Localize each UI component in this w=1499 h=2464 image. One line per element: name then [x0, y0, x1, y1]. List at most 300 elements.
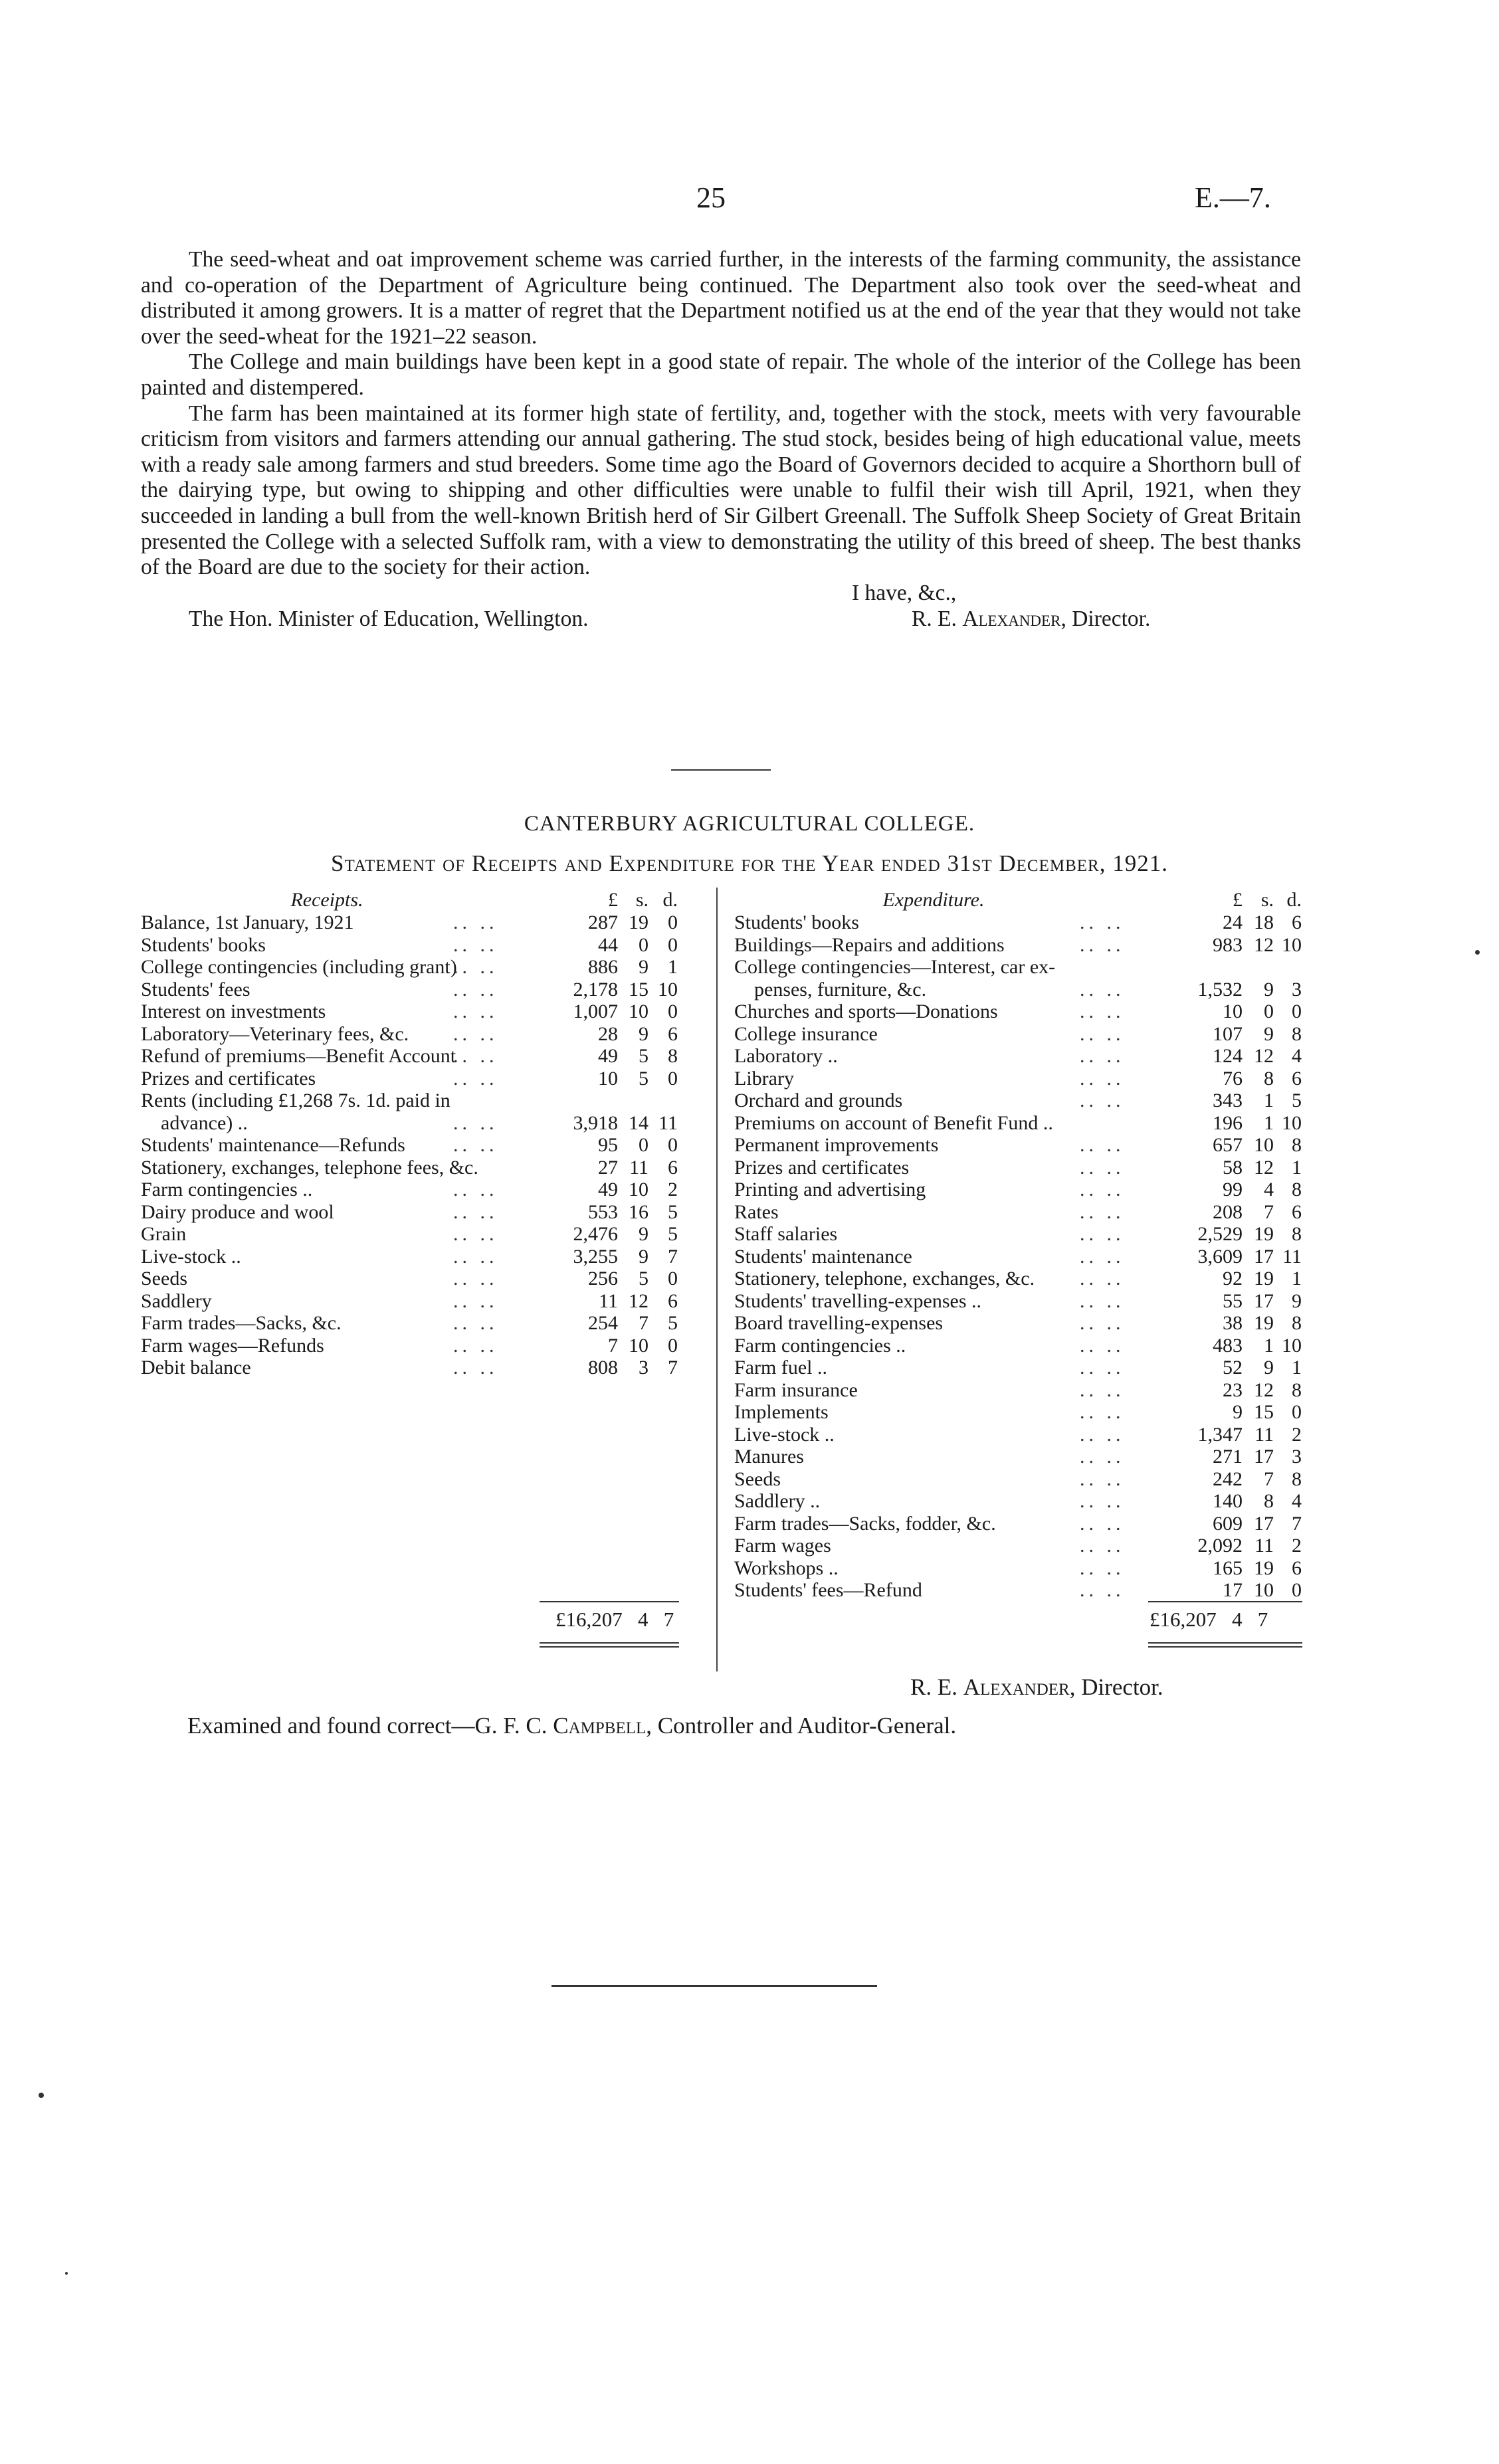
expenditure-row-pounds: 92 [1223, 1268, 1243, 1289]
receipts-row-shillings: 19 [629, 911, 649, 933]
receipts-row-pounds: 10 [598, 1067, 618, 1090]
expenditure-row-pence: 2 [1292, 1423, 1302, 1446]
expenditure-row-pounds: 609 [1213, 1512, 1243, 1535]
auditor-suffix: , Controller and Auditor-General. [646, 1713, 957, 1739]
expenditure-row-pounds: 983 [1213, 933, 1243, 956]
expenditure-row-shillings: 1 [1264, 1090, 1274, 1111]
expenditure-row [734, 1157, 1300, 1179]
expenditure-row-shillings: 17 [1254, 1446, 1274, 1468]
scan-speck [1475, 950, 1480, 955]
expenditure-row-label: Laboratory .. [734, 1045, 838, 1067]
receipts-row-shillings: 5 [639, 1045, 649, 1067]
expenditure-row-shillings: 19 [1254, 1557, 1274, 1579]
expenditure-row [734, 1535, 1300, 1557]
receipts-row-pence: 11 [658, 1111, 678, 1134]
expenditure-row-shillings: 18 [1254, 911, 1274, 933]
receipts-row [141, 1223, 679, 1246]
expenditure-row-pence: 3 [1292, 1446, 1302, 1468]
expenditure-row [734, 1335, 1300, 1357]
receipts-leader-dots: .. .. [453, 1357, 498, 1378]
expenditure-row-label: Saddlery .. [734, 1490, 821, 1512]
expenditure-leader-dots: .. .. [1080, 1490, 1125, 1512]
receipts-row-label: Seeds [141, 1268, 187, 1289]
receipts-col-pence: d. [662, 889, 678, 911]
receipts-leader-dots: .. .. [453, 1312, 498, 1334]
expenditure-row-label: Farm fuel .. [734, 1357, 827, 1378]
receipts-row-pence: 0 [668, 1067, 678, 1090]
receipts-row-label: Grain [141, 1223, 187, 1245]
receipts-row [141, 1179, 679, 1201]
receipts-row-label: Farm trades—Sacks, &c. [141, 1312, 342, 1334]
expenditure-row-shillings: 7 [1264, 1468, 1274, 1490]
receipts-leader-dots: .. .. [453, 956, 498, 978]
receipts-row-pounds: 49 [598, 1179, 618, 1200]
addressee: The Hon. Minister of Education, Wellington. [189, 606, 589, 631]
receipts-ledger [141, 889, 679, 1686]
receipts-row-label: Farm wages—Refunds [141, 1334, 324, 1357]
receipts-row-pounds: 28 [598, 1022, 618, 1045]
expenditure-leader-dots: .. .. [1080, 1446, 1125, 1468]
expenditure-row-pounds: 2,092 [1197, 1535, 1243, 1557]
expenditure-row-pounds: 99 [1223, 1179, 1243, 1200]
expenditure-row-label: Students' books [734, 911, 859, 933]
ledger-divider [716, 888, 718, 1671]
expenditure-row-pounds: 23 [1223, 1378, 1243, 1401]
signature [912, 607, 1150, 632]
receipts-row-shillings: 16 [629, 1200, 649, 1223]
expenditure-sum-line [1148, 1601, 1302, 1602]
expenditure-leader-dots: .. .. [1080, 1334, 1125, 1357]
expenditure-row-pence: 6 [1292, 1557, 1302, 1579]
receipts-leader-dots: .. .. [453, 1334, 498, 1357]
expenditure-leader-dots: .. .. [1080, 933, 1125, 956]
expenditure-row-pounds: 24 [1223, 911, 1243, 933]
expenditure-row [734, 1579, 1300, 1602]
expenditure-row-label: Students' maintenance [734, 1245, 912, 1268]
receipts-row-shillings: 10 [629, 1334, 649, 1357]
expenditure-row-label: College contingencies—Interest, car ex- [734, 956, 1056, 978]
auditor-certification [187, 1713, 956, 1739]
receipts-row-pounds: 2,178 [573, 978, 618, 1000]
receipts-row-pence: 10 [658, 978, 678, 1000]
expenditure-leader-dots: .. .. [1080, 1423, 1125, 1446]
expenditure-row-pounds: 10 [1223, 1000, 1243, 1022]
expenditure-row-label: Churches and sports—Donations [734, 1000, 998, 1022]
receipts-col-shillings: s. [635, 889, 649, 911]
receipts-leader-dots: .. .. [453, 1223, 498, 1245]
expenditure-leader-dots: .. .. [1080, 1000, 1125, 1022]
receipts-row-label: Students' fees [141, 978, 250, 1000]
expenditure-leader-dots: .. .. [1080, 1245, 1125, 1268]
expenditure-row [734, 1000, 1300, 1023]
expenditure-row-pence: 0 [1292, 1579, 1302, 1601]
receipts-row-pence: 6 [668, 1156, 678, 1179]
expenditure-row [734, 1023, 1300, 1046]
expenditure-leader-dots: .. .. [1080, 1200, 1125, 1223]
receipts-row-shillings: 0 [639, 1134, 649, 1156]
expenditure-row-label: Orchard and grounds [734, 1090, 903, 1111]
receipts-row-pounds: 95 [598, 1134, 618, 1156]
receipts-row-pence: 0 [668, 1334, 678, 1357]
receipts-row-pence: 5 [668, 1200, 678, 1223]
expenditure-row [734, 911, 1300, 934]
expenditure-col-pounds: £ [1233, 889, 1243, 911]
receipts-leader-dots: .. .. [453, 1268, 498, 1289]
receipts-row-pence: 6 [668, 1022, 678, 1045]
receipts-row-label: Refund of premiums—Benefit Account [141, 1045, 456, 1067]
expenditure-row [734, 1446, 1300, 1468]
paragraph-seed-wheat: The seed-wheat and oat improvement scheme was carried further, in the interests of the farming community, the assistance and co-operation of the Department of Agriculture being continued. The Department also took over the seed-wheat and distributed it among growers. It is a matter of regret that the Department notified us at the end of the year that they would not take over the seed-wheat for the 1921–22 season. [141, 247, 1301, 349]
expenditure-row-pounds: 483 [1213, 1334, 1243, 1357]
expenditure-row-label: Board travelling-expenses [734, 1312, 944, 1334]
expenditure-row-shillings: 7 [1264, 1200, 1274, 1223]
expenditure-row-pence: 1 [1292, 1268, 1302, 1289]
expenditure-row-label: Rates [734, 1200, 779, 1223]
receipts-row [141, 1045, 679, 1068]
expenditure-row [734, 1045, 1300, 1068]
expenditure-row-shillings: 11 [1254, 1423, 1274, 1446]
expenditure-total-pence: 7 [1257, 1608, 1268, 1631]
receipts-row-label: Dairy produce and wool [141, 1200, 334, 1223]
receipts-row-label: Stationery, exchanges, telephone fees, &c. [141, 1156, 478, 1179]
expenditure-row-pounds: 3,609 [1197, 1245, 1243, 1268]
expenditure-row-label: Premiums on account of Benefit Fund .. [734, 1111, 1053, 1134]
expenditure-row-pence: 0 [1292, 1401, 1302, 1423]
receipts-row-shillings: 14 [629, 1111, 649, 1134]
expenditure-row-label: Farm contingencies .. [734, 1334, 906, 1357]
expenditure-row-pence: 10 [1282, 1334, 1302, 1357]
expenditure-row-label: Implements [734, 1401, 829, 1423]
receipts-row-label: Balance, 1st January, 1921 [141, 911, 354, 933]
receipts-row-pounds: 808 [588, 1357, 618, 1378]
receipts-row-label: Live-stock .. [141, 1245, 241, 1268]
receipts-col-pounds: £ [608, 889, 618, 911]
receipts-row [141, 1357, 679, 1379]
receipts-row-shillings: 15 [629, 978, 649, 1000]
receipts-leader-dots: .. .. [453, 1067, 498, 1090]
expenditure-row-label: Seeds [734, 1468, 781, 1490]
expenditure-row-pence: 6 [1292, 1067, 1302, 1090]
receipts-row-shillings: 9 [639, 1223, 649, 1245]
receipts-row-shillings: 7 [639, 1312, 649, 1334]
expenditure-row-pounds: 208 [1213, 1200, 1243, 1223]
receipts-row-pence: 7 [668, 1357, 678, 1378]
expenditure-leader-dots: .. .. [1080, 1378, 1125, 1401]
expenditure-row-label: penses, furniture, &c. [734, 978, 927, 1000]
receipts-row-shillings: 5 [639, 1067, 649, 1090]
receipts-row-pence: 7 [668, 1245, 678, 1268]
receipts-row-label: Saddlery [141, 1289, 212, 1312]
receipts-row-pounds: 3,918 [573, 1111, 618, 1134]
expenditure-leader-dots: .. .. [1080, 1357, 1125, 1378]
expenditure-row [734, 1401, 1300, 1424]
receipts-row-pence: 0 [668, 933, 678, 956]
expenditure-row-shillings: 10 [1254, 1134, 1274, 1156]
expenditure-row-label: Stationery, telephone, exchanges, &c. [734, 1268, 1035, 1289]
receipts-row [141, 1000, 679, 1023]
receipts-row-pence: 1 [668, 956, 678, 978]
receipts-header [141, 889, 679, 911]
receipts-row-label: Laboratory—Veterinary fees, &c. [141, 1022, 409, 1045]
receipts-row-pounds: 49 [598, 1045, 618, 1067]
expenditure-col-pence: d. [1286, 889, 1302, 911]
signoff [141, 581, 1301, 632]
expenditure-row [734, 1312, 1300, 1335]
expenditure-row-label: Workshops .. [734, 1557, 839, 1579]
expenditure-row-pence: 6 [1292, 911, 1302, 933]
expenditure-row [734, 1090, 1300, 1112]
expenditure-row-label: Permanent improvements [734, 1134, 939, 1156]
expenditure-row-pounds: 76 [1223, 1067, 1243, 1090]
expenditure-leader-dots: .. .. [1080, 1468, 1125, 1490]
receipts-row-shillings: 9 [639, 1022, 649, 1045]
receipts-row-pence: 5 [668, 1223, 678, 1245]
expenditure-row-pence: 8 [1292, 1378, 1302, 1401]
receipts-heading: Receipts. [290, 889, 363, 911]
expenditure-row-label: Manures [734, 1446, 804, 1468]
expenditure-leader-dots: .. .. [1080, 978, 1125, 1000]
expenditure-row-label: Students' fees—Refund [734, 1579, 922, 1601]
paragraph-buildings: The College and main buildings have been kept in a good state of repair. The whole of the interior of the College has been painted and distempered. [141, 349, 1301, 400]
receipts-row-shillings: 9 [639, 1245, 649, 1268]
expenditure-row [734, 956, 1300, 979]
expenditure-total-pounds: £16,207 [1149, 1608, 1217, 1631]
expenditure-row-shillings: 19 [1254, 1268, 1274, 1289]
expenditure-row [734, 934, 1300, 957]
expenditure-leader-dots: .. .. [1080, 1090, 1125, 1111]
expenditure-row-pence: 7 [1292, 1512, 1302, 1535]
receipts-double-rule [540, 1642, 679, 1648]
expenditure-row [734, 1268, 1300, 1290]
expenditure-row-pence: 5 [1292, 1090, 1302, 1111]
expenditure-row-label: Students' travelling-expenses .. [734, 1289, 981, 1312]
expenditure-row-label: Staff salaries [734, 1223, 838, 1245]
expenditure-leader-dots: .. .. [1080, 1512, 1125, 1535]
paragraph-farm: The farm has been maintained at its former high state of fertility, and, together with the stock, meets with very favourable criticism from visitors and farmers attending our annual gathering. The stud stock, besides being of high educational value, meets with a ready sale among farmers and stud breeders. Some time ago the Board of Governors decided to acquire a Shorthorn bull of the dairying type, but owing to shipping and other difficulties were unable to fulfil their wish till April, 1921, when they succeeded in landing a bull from the well-known British herd of Sir Gilbert Greenall. The Suffolk Sheep Society of Great Britain presented the College with a selected Suffolk ram, with a view to demonstrating the utility of this breed of sheep. The best thanks of the Board are due to the society for their action. [141, 401, 1301, 580]
expenditure-row-shillings: 12 [1254, 1156, 1274, 1179]
receipts-total-pounds: £16,207 [555, 1608, 623, 1631]
receipts-row [141, 956, 679, 979]
expenditure-row-pence: 2 [1292, 1535, 1302, 1557]
expenditure-row-shillings: 19 [1254, 1223, 1274, 1245]
expenditure-row-shillings: 1 [1264, 1111, 1274, 1134]
expenditure-row-label: Library [734, 1067, 794, 1090]
expenditure-row-shillings: 9 [1264, 1022, 1274, 1045]
receipts-row-shillings: 12 [629, 1289, 649, 1312]
expenditure-row [734, 1179, 1300, 1201]
expenditure-row-shillings: 4 [1264, 1179, 1274, 1200]
receipts-row [141, 1246, 679, 1268]
expenditure-row-label: Prizes and certificates [734, 1156, 910, 1179]
expenditure-row [734, 979, 1300, 1001]
expenditure-leader-dots: .. .. [1080, 1067, 1125, 1090]
expenditure-row-pounds: 165 [1213, 1557, 1243, 1579]
expenditure-row-pence: 8 [1292, 1312, 1302, 1334]
expenditure-row-pounds: 58 [1223, 1156, 1243, 1179]
expenditure-total-shillings: 4 [1232, 1608, 1243, 1631]
receipts-row-pounds: 44 [598, 933, 618, 956]
expenditure-row [734, 1068, 1300, 1090]
expenditure-row [734, 1490, 1300, 1513]
receipts-leader-dots: .. .. [453, 1111, 498, 1134]
expenditure-row-label: Buildings—Repairs and additions [734, 933, 1005, 956]
expenditure-row-shillings: 8 [1264, 1067, 1274, 1090]
receipts-row-pence: 5 [668, 1312, 678, 1334]
expenditure-row [734, 1468, 1300, 1491]
receipts-row [141, 1112, 679, 1135]
expenditure-row-label: Farm trades—Sacks, fodder, &c. [734, 1512, 996, 1535]
receipts-total-shillings: 4 [638, 1608, 649, 1631]
expenditure-row-pounds: 38 [1223, 1312, 1243, 1334]
receipts-total [555, 1608, 674, 1632]
expenditure-leader-dots: .. .. [1080, 1312, 1125, 1334]
receipts-row [141, 1157, 679, 1179]
receipts-leader-dots: .. .. [453, 1200, 498, 1223]
scan-speck [39, 2093, 44, 2098]
receipts-row-label: Rents (including £1,268 7s. 1d. paid in [141, 1090, 450, 1111]
expenditure-total [1149, 1608, 1268, 1632]
expenditure-row-pounds: 140 [1213, 1490, 1243, 1512]
expenditure-row-shillings: 9 [1264, 1357, 1274, 1378]
expenditure-row-shillings: 12 [1254, 1045, 1274, 1067]
expenditure-row-pence: 8 [1292, 1134, 1302, 1156]
receipts-row-pence: 0 [668, 911, 678, 933]
expenditure-row-pounds: 196 [1213, 1111, 1243, 1134]
expenditure-row-shillings: 9 [1264, 978, 1274, 1000]
expenditure-leader-dots: .. .. [1080, 1156, 1125, 1179]
expenditure-row-pence: 0 [1292, 1000, 1302, 1022]
expenditure-row-pence: 10 [1282, 933, 1302, 956]
closing-text: I have, &c., [852, 580, 957, 605]
expenditure-row [734, 1379, 1300, 1402]
expenditure-leader-dots: .. .. [1080, 1223, 1125, 1245]
expenditure-row [734, 1201, 1300, 1224]
expenditure-row-shillings: 17 [1254, 1289, 1274, 1312]
receipts-row-shillings: 10 [629, 1179, 649, 1200]
expenditure-row-pence: 4 [1292, 1045, 1302, 1067]
receipts-row [141, 979, 679, 1001]
expenditure-row-pounds: 271 [1213, 1446, 1243, 1468]
expenditure-row-shillings: 19 [1254, 1312, 1274, 1334]
expenditure-row [734, 1134, 1300, 1157]
receipts-leader-dots: .. .. [453, 1134, 498, 1156]
expenditure-heading: Expenditure. [882, 889, 985, 911]
expenditure-row-pence: 3 [1292, 978, 1302, 1000]
receipts-row [141, 1312, 679, 1335]
expenditure-leader-dots: .. .. [1080, 1134, 1125, 1156]
expenditure-row-pounds: 2,529 [1197, 1223, 1243, 1245]
statement-signature-title: , Director. [1069, 1674, 1163, 1700]
receipts-leader-dots: .. .. [453, 1000, 498, 1022]
receipts-row-label: Students' books [141, 933, 266, 956]
receipts-row [141, 1023, 679, 1046]
expenditure-row-shillings: 15 [1254, 1401, 1274, 1423]
receipts-row-label: College contingencies (including grant) [141, 956, 457, 978]
expenditure-leader-dots: .. .. [1080, 1579, 1125, 1601]
expenditure-row-pounds: 55 [1223, 1289, 1243, 1312]
receipts-leader-dots: .. .. [453, 1045, 498, 1067]
expenditure-leader-dots: .. .. [1080, 1289, 1125, 1312]
receipts-row-pounds: 11 [599, 1289, 618, 1312]
expenditure-row [734, 1513, 1300, 1535]
receipts-row [141, 1068, 679, 1090]
end-rule [551, 1985, 877, 1987]
receipts-row-pounds: 886 [588, 956, 618, 978]
receipts-row-shillings: 11 [629, 1156, 649, 1179]
receipts-row-label: Prizes and certificates [141, 1067, 316, 1090]
expenditure-leader-dots: .. .. [1080, 1179, 1125, 1200]
receipts-row-pounds: 287 [588, 911, 618, 933]
receipts-leader-dots: .. .. [453, 1022, 498, 1045]
expenditure-row-shillings: 1 [1264, 1334, 1274, 1357]
receipts-leader-dots: .. .. [453, 1245, 498, 1268]
signature-name: Alexander [962, 606, 1061, 631]
expenditure-row [734, 1112, 1300, 1135]
receipts-row-label: advance) .. [141, 1111, 248, 1134]
page-number: 25 [696, 181, 726, 214]
auditor-prefix: Examined and found correct—G. F. C. [187, 1713, 548, 1739]
receipts-row-pence: 6 [668, 1289, 678, 1312]
receipts-row-shillings: 0 [639, 933, 649, 956]
receipts-row [141, 1290, 679, 1313]
expenditure-leader-dots: .. .. [1080, 1557, 1125, 1579]
receipts-leader-dots: .. .. [453, 978, 498, 1000]
expenditure-row-shillings: 11 [1254, 1535, 1274, 1557]
expenditure-row-pounds: 52 [1223, 1357, 1243, 1378]
expenditure-row [734, 1290, 1300, 1313]
receipts-row [141, 1090, 679, 1112]
expenditure-row [734, 1357, 1300, 1379]
receipts-row [141, 1201, 679, 1224]
statement-signature-initials: R. E. [910, 1674, 957, 1700]
expenditure-row-shillings: 17 [1254, 1512, 1274, 1535]
receipts-row-shillings: 9 [639, 956, 649, 978]
expenditure-col-shillings: s. [1260, 889, 1274, 911]
expenditure-row-label: College insurance [734, 1022, 878, 1045]
expenditure-row-shillings: 12 [1254, 933, 1274, 956]
expenditure-leader-dots: .. .. [1080, 911, 1125, 933]
expenditure-row-shillings: 0 [1264, 1000, 1274, 1022]
receipts-row-pounds: 256 [588, 1268, 618, 1289]
receipts-row-label: Debit balance [141, 1357, 251, 1378]
receipts-sum-line [540, 1601, 679, 1602]
statement-signature [910, 1674, 1163, 1701]
expenditure-row-pounds: 17 [1223, 1579, 1243, 1601]
receipts-row-label: Students' maintenance—Refunds [141, 1134, 405, 1156]
receipts-leader-dots: .. .. [453, 1179, 498, 1200]
expenditure-row-pence: 8 [1292, 1022, 1302, 1045]
expenditure-row-pounds: 1,532 [1197, 978, 1243, 1000]
expenditure-row-pounds: 107 [1213, 1022, 1243, 1045]
statement-signature-name: Alexander [963, 1674, 1070, 1700]
expenditure-row-pence: 8 [1292, 1468, 1302, 1490]
receipts-row-pounds: 2,476 [573, 1223, 618, 1245]
receipts-total-pence: 7 [663, 1608, 674, 1631]
expenditure-row-pounds: 657 [1213, 1134, 1243, 1156]
receipts-row-pence: 0 [668, 1134, 678, 1156]
receipts-row [141, 934, 679, 957]
expenditure-row-shillings: 12 [1254, 1378, 1274, 1401]
report-body [141, 247, 1301, 632]
receipts-leader-dots: .. .. [453, 933, 498, 956]
receipts-row [141, 1335, 679, 1357]
expenditure-header [734, 889, 1300, 911]
expenditure-ledger [734, 889, 1300, 1686]
receipts-row [141, 1134, 679, 1157]
expenditure-leader-dots: .. .. [1080, 1535, 1125, 1557]
expenditure-row [734, 1246, 1300, 1268]
receipts-leader-dots: .. .. [453, 1289, 498, 1312]
